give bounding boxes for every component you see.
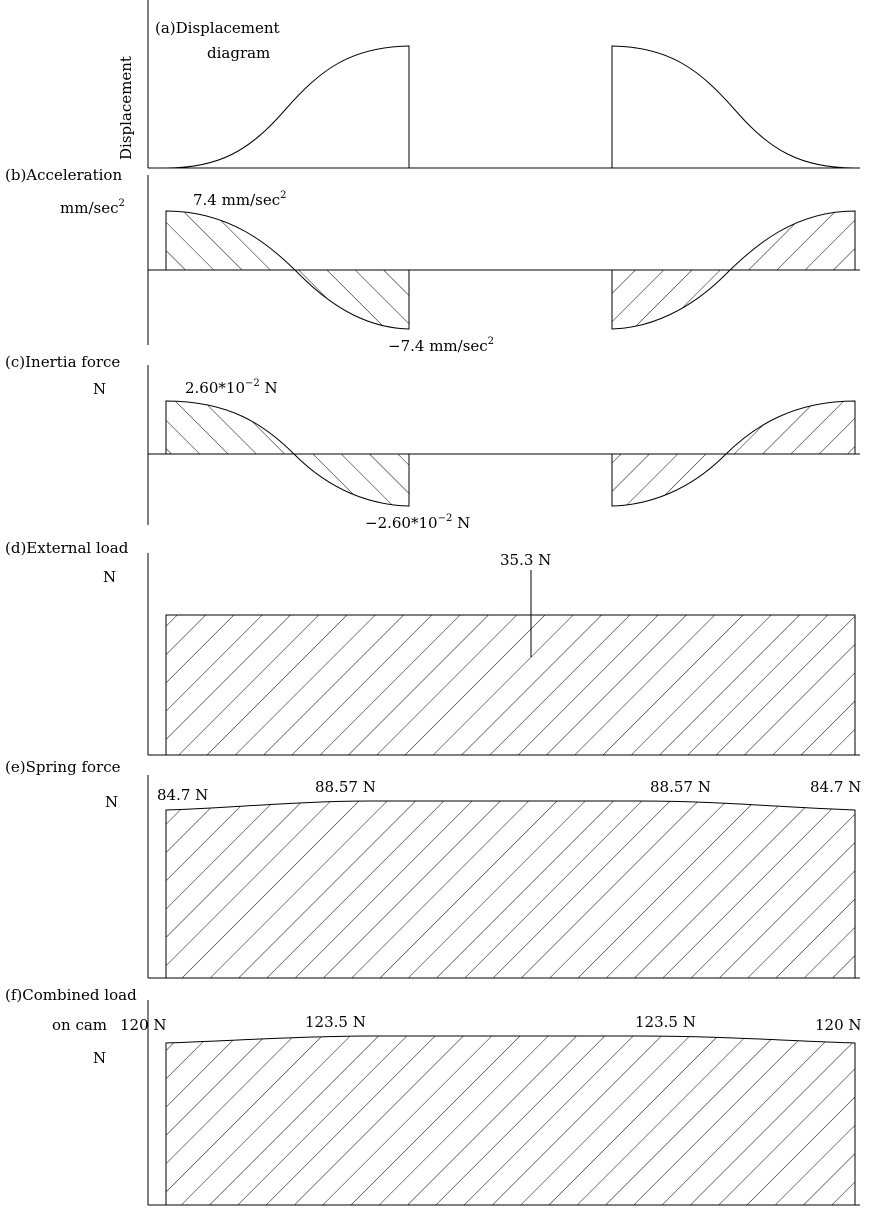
combined-label-start: 120 N: [120, 1016, 167, 1034]
combined-label-peak-left: 123.5 N: [305, 1013, 366, 1031]
panel-d-unit: N: [103, 568, 117, 586]
spring-label-end: 84.7 N: [810, 778, 862, 796]
panel-e-unit: N: [105, 793, 119, 811]
panel-a-title-line2: diagram: [207, 44, 271, 62]
inertia-min-text: −2.60*10: [365, 514, 438, 532]
accel-rise-area: [166, 211, 409, 329]
spring-force-area: [166, 801, 855, 978]
inertia-min-exp: −2: [437, 513, 453, 524]
accel-max-exp: 2: [280, 190, 287, 201]
panel-combined-load: [5, 986, 862, 1205]
inertia-max-text: 2.60*10: [185, 379, 245, 397]
accel-min-exp: 2: [487, 336, 495, 347]
external-load-label: 35.3 N: [500, 551, 552, 569]
inertia-max-unit: N: [259, 379, 278, 397]
accel-min-label: [388, 336, 494, 355]
panel-f-title-line2: on cam: [52, 1016, 108, 1034]
panel-b-unit: [60, 198, 125, 217]
panel-displacement: [117, 0, 860, 168]
spring-label-start: 84.7 N: [157, 786, 209, 804]
inertia-min-label: [365, 513, 470, 532]
return-curve: [612, 46, 855, 168]
panel-f-title-line1: (f)Combined load: [5, 986, 137, 1004]
unit-base: mm/sec: [60, 199, 119, 217]
combined-label-end: 120 N: [815, 1016, 862, 1034]
panel-inertia-force: [5, 353, 860, 532]
panel-e-title: (e)Spring force: [5, 758, 121, 776]
inertia-return-area: [612, 401, 855, 506]
panel-c-title: (c)Inertia force: [5, 353, 121, 371]
accel-min-text: −7.4 mm/sec: [388, 337, 488, 355]
spring-label-peak-right: 88.57 N: [650, 778, 711, 796]
accel-max-text: 7.4 mm/sec: [193, 191, 281, 209]
panel-spring-force: [5, 758, 861, 978]
combined-load-area: [166, 1036, 855, 1205]
accel-max-label: [193, 190, 286, 209]
external-load-area: [166, 615, 855, 755]
rise-curve: [166, 46, 409, 168]
panel-d-title: (d)External load: [5, 539, 129, 557]
panel-f-unit: N: [93, 1049, 107, 1067]
panel-acceleration: [5, 166, 860, 355]
spring-label-peak-left: 88.57 N: [315, 778, 376, 796]
inertia-min-unit: N: [452, 514, 471, 532]
displacement-axis-label: Displacement: [117, 56, 135, 160]
panel-c-unit: N: [93, 380, 107, 398]
inertia-max-exp: −2: [245, 378, 260, 389]
accel-return-area: [612, 211, 855, 329]
inertia-rise-area: [166, 401, 409, 506]
panel-external-load: [5, 539, 860, 755]
inertia-max-label: [185, 378, 278, 397]
combined-label-peak-right: 123.5 N: [635, 1013, 696, 1031]
unit-exponent: 2: [118, 198, 125, 209]
panel-b-title: (b)Acceleration: [5, 166, 123, 184]
panel-a-title-line1: (a)Displacement: [155, 19, 280, 37]
